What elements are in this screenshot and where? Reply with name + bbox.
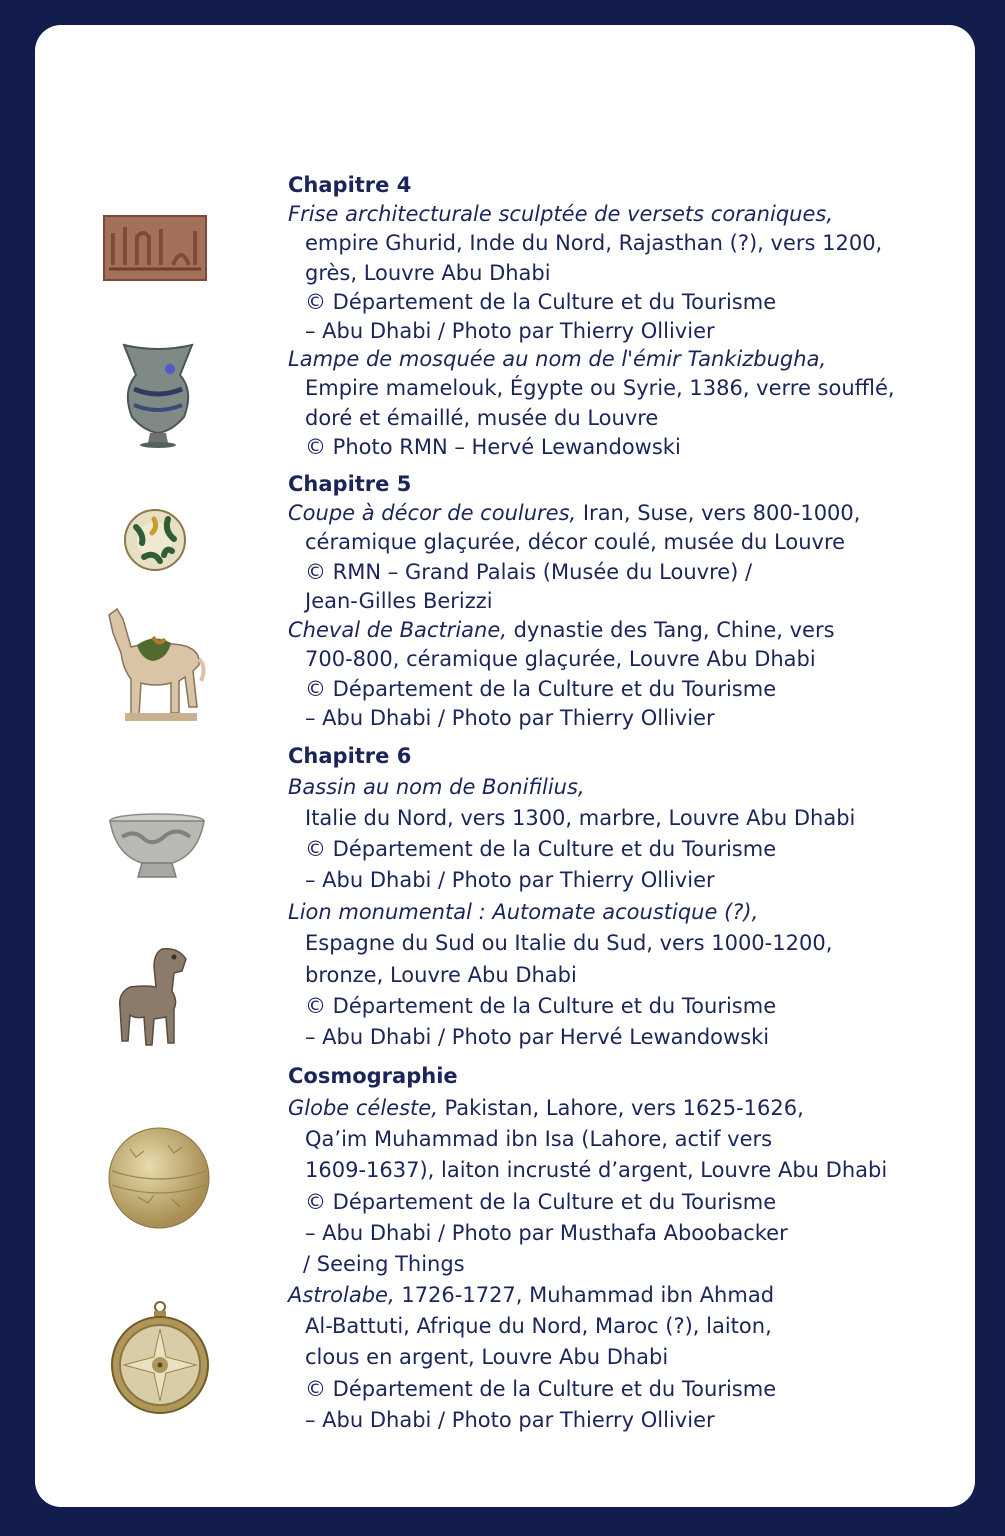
- entry-title-line: [288, 616, 835, 645]
- artwork-title: Lion monumental : Automate acoustique (?),: [288, 900, 759, 924]
- entry-line: clous en argent, Louvre Abu Dhabi: [305, 1345, 669, 1370]
- entry-line: – Abu Dhabi / Photo par Thierry Ollivier: [305, 705, 715, 730]
- entry-line: © Département de la Culture et du Tourisme: [305, 993, 777, 1018]
- credit-entry: [288, 616, 835, 733]
- lion-thumbnail: [116, 943, 192, 1049]
- lamp-thumbnail: [120, 341, 196, 449]
- artwork-title: Frise architecturale sculptée de versets coraniques,: [288, 202, 833, 226]
- artwork-details: dynastie des Tang, Chine, vers: [506, 618, 835, 642]
- entry-line: / Seeing Things: [303, 1252, 465, 1277]
- artwork-title: Astrolabe,: [288, 1283, 395, 1307]
- entry-line: 700-800, céramique glaçurée, Louvre Abu Dhabi: [305, 647, 816, 672]
- artwork-title: Bassin au nom de Bonifilius,: [288, 775, 585, 799]
- entry-line: Jean-Gilles Berizzi: [305, 588, 493, 613]
- credit-entry: [288, 200, 882, 346]
- basin-thumbnail: [108, 813, 206, 883]
- entry-line: – Abu Dhabi / Photo par Thierry Ollivier: [305, 868, 715, 892]
- entry-line: Qa’im Muhammad ibn Isa (Lahore, actif vers: [305, 1127, 773, 1152]
- entry-title-line: [288, 499, 860, 528]
- entry-line: Empire mamelouk, Égypte ou Syrie, 1386, verre soufflé,: [305, 376, 895, 401]
- entry-line: – Abu Dhabi / Photo par Thierry Ollivier: [305, 1407, 715, 1432]
- astrolabe-thumbnail: [110, 1301, 210, 1417]
- credit-entry: [288, 772, 855, 896]
- entry-line: © Département de la Culture et du Tourisme: [305, 289, 777, 314]
- entry-line: © RMN – Grand Palais (Musée du Louvre) /: [305, 559, 753, 584]
- horse-thumbnail: [101, 607, 209, 729]
- bowl-thumbnail: [124, 509, 186, 571]
- frieze-thumbnail: [103, 215, 207, 281]
- entry-title-line: [288, 772, 855, 803]
- artwork-title: Globe céleste,: [288, 1096, 438, 1120]
- artwork-title: Lampe de mosquée au nom de l'émir Tankizbugha,: [288, 347, 827, 371]
- entry-line: – Abu Dhabi / Photo par Hervé Lewandowski: [305, 1025, 770, 1050]
- entry-line: Espagne du Sud ou Italie du Sud, vers 1000-1200,: [305, 931, 833, 956]
- credit-entry: [288, 1093, 887, 1280]
- entry-title-line: [288, 1280, 776, 1311]
- entry-line: empire Ghurid, Inde du Nord, Rajasthan (?), vers 1200,: [305, 231, 883, 256]
- entry-line: bronze, Louvre Abu Dhabi: [305, 962, 577, 987]
- entry-line: Italie du Nord, vers 1300, marbre, Louvre Abu Dhabi: [305, 806, 856, 830]
- chapter-heading: Chapitre 4: [288, 173, 412, 197]
- entry-line: © Département de la Culture et du Tourisme: [305, 676, 777, 701]
- artwork-details: 1726-1727, Muhammad ibn Ahmad: [394, 1283, 775, 1307]
- chapter-heading: Chapitre 5: [288, 472, 412, 496]
- chapter-heading: Chapitre 6: [288, 744, 412, 768]
- artwork-details: Iran, Suse, vers 800-1000,: [576, 501, 861, 525]
- globe-thumbnail: [108, 1127, 210, 1229]
- entry-line: grès, Louvre Abu Dhabi: [305, 260, 551, 285]
- entry-title-line: [288, 897, 832, 928]
- entry-line: céramique glaçurée, décor coulé, musée du Louvre: [305, 530, 846, 555]
- entry-line: – Abu Dhabi / Photo par Thierry Ollivier: [305, 319, 715, 344]
- chapter-heading: Cosmographie: [288, 1064, 458, 1088]
- entry-line: © Département de la Culture et du Tourisme: [305, 1376, 777, 1401]
- entry-line: © Département de la Culture et du Tourisme: [305, 837, 777, 861]
- entry-title-line: [288, 345, 895, 374]
- credit-entry: [288, 1280, 776, 1436]
- entry-line: © Photo RMN – Hervé Lewandowski: [305, 434, 681, 459]
- credit-entry: [288, 499, 860, 616]
- artwork-title: Coupe à décor de coulures,: [288, 501, 577, 525]
- entry-line: 1609-1637), laiton incrusté d’argent, Louvre Abu Dhabi: [305, 1158, 888, 1183]
- credits-card: [35, 25, 975, 1507]
- credit-entry: [288, 345, 895, 462]
- entry-title-line: [288, 200, 882, 229]
- entry-line: Al-Battuti, Afrique du Nord, Maroc (?), laiton,: [305, 1314, 772, 1339]
- artwork-title: Cheval de Bactriane,: [288, 618, 507, 642]
- entry-title-line: [288, 1093, 887, 1124]
- entry-line: – Abu Dhabi / Photo par Musthafa Aboobacker: [305, 1220, 788, 1245]
- entry-line: doré et émaillé, musée du Louvre: [305, 405, 659, 430]
- credit-entry: [288, 897, 832, 1053]
- entry-line: © Département de la Culture et du Tourisme: [305, 1189, 777, 1214]
- artwork-details: Pakistan, Lahore, vers 1625-1626,: [437, 1096, 804, 1120]
